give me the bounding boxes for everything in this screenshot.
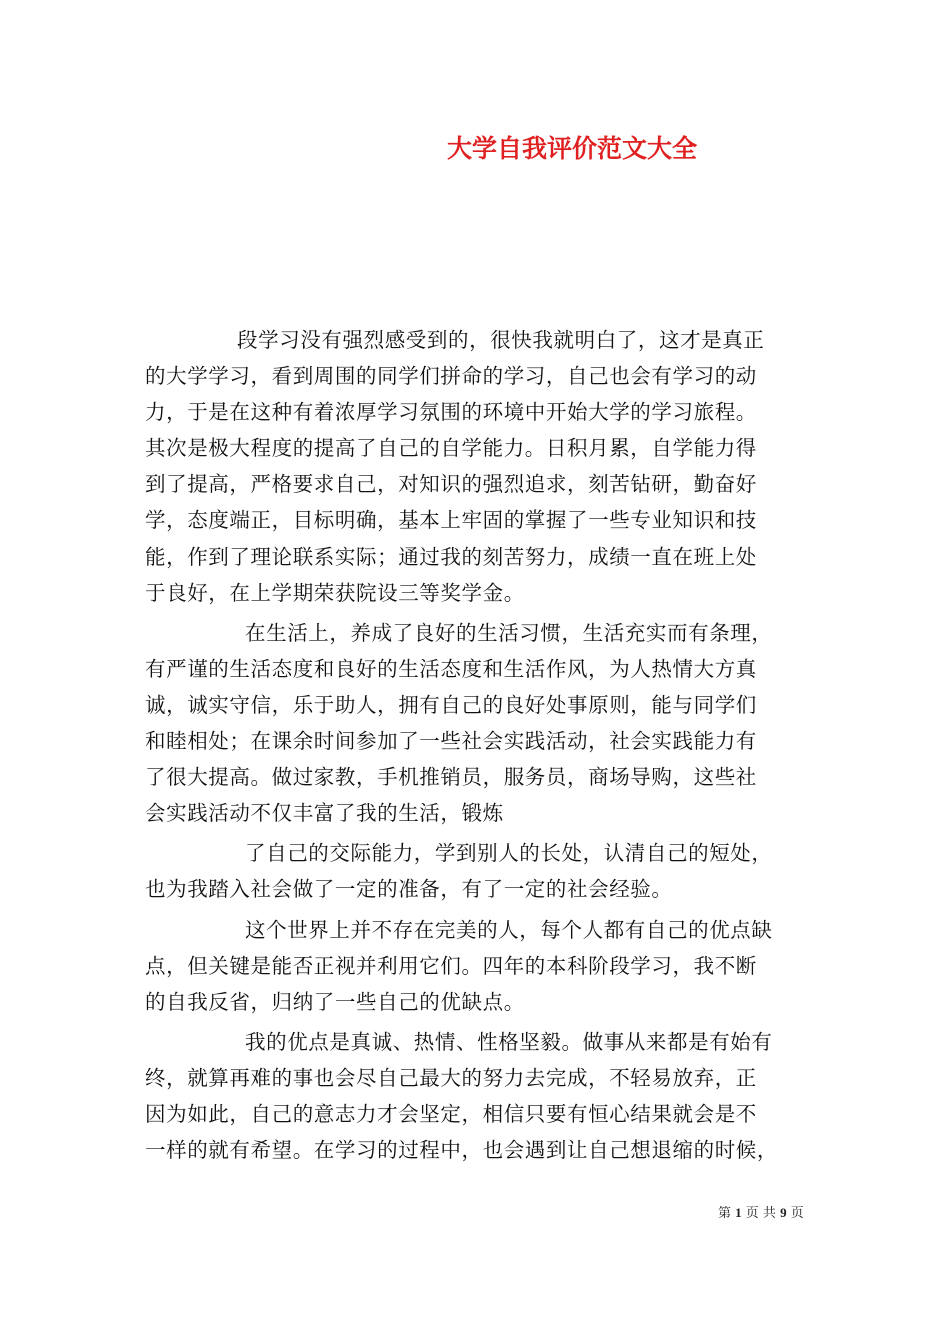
text-line: 一样的就有希望。在学习的过程中，也会遇到让自己想退缩的时候， <box>145 1138 778 1163</box>
text-line: 其次是极大程度的提高了自己的自学能力。日积月累，自学能力得 <box>145 436 757 461</box>
text-line: 学，态度端正，目标明确，基本上牢固的掌握了一些专业知识和技 <box>145 508 757 533</box>
text-line: 于良好，在上学期荣获院设三等奖学金。 <box>145 580 525 605</box>
paragraph <box>145 1024 817 1168</box>
footer-page-current: 1 <box>735 1205 742 1220</box>
text-line: 因为如此，自己的意志力才会坚定，相信只要有恒心结果就会是不 <box>145 1101 757 1126</box>
footer-page-total: 9 <box>780 1205 787 1220</box>
text-line: 这个世界上并不存在完美的人，每个人都有自己的优点缺 <box>245 917 773 942</box>
text-line: 的自我反省，归纳了一些自己的优缺点。 <box>145 989 525 1014</box>
footer-label: 页 共 <box>745 1206 776 1221</box>
document-title: 大学自我评价范文大全 <box>447 134 698 163</box>
text-line: 也为我踏入社会做了一定的准备，有了一定的社会经验。 <box>145 877 673 902</box>
text-line: 和睦相处；在课余时间参加了一些社会实践活动，社会实践能力有 <box>145 729 757 754</box>
text-line: 了自己的交际能力，学到别人的长处，认清自己的短处， <box>245 841 773 866</box>
text-line: 能，作到了理论联系实际；通过我的刻苦努力，成绩一直在班上处 <box>145 544 757 569</box>
text-line: 点，但关键是能否正视并利用它们。四年的本科阶段学习，我不断 <box>145 953 757 978</box>
text-line: 力，于是在这种有着浓厚学习氛围的环境中开始大学的学习旅程。 <box>145 400 757 425</box>
footer-label: 第 <box>718 1206 732 1221</box>
text-line: 诚，诚实守信，乐于助人，拥有自己的良好处事原则，能与同学们 <box>145 692 757 717</box>
text-line: 我的优点是真诚、热情、性格坚毅。做事从来都是有始有 <box>245 1029 773 1054</box>
text-line: 会实践活动不仅丰富了我的生活，锻炼 <box>145 801 504 826</box>
paragraph <box>145 615 817 832</box>
paragraph <box>145 322 817 611</box>
text-line: 段学习没有强烈感受到的，很快我就明白了，这才是真正 <box>237 328 765 352</box>
footer-label: 页 <box>790 1206 804 1221</box>
text-line: 了很大提高。做过家教，手机推销员，服务员，商场导购，这些社 <box>145 765 757 790</box>
text-line: 的大学学习，看到周围的同学们拼命的学习，自己也会有学习的动 <box>145 364 757 389</box>
text-line: 终，就算再难的事也会尽自己最大的努力去完成，不轻易放弃，正 <box>145 1065 757 1090</box>
text-line: 在生活上，养成了良好的生活习惯，生活充实而有条理， <box>245 620 773 645</box>
text-line: 有严谨的生活态度和良好的生活态度和生活作风，为人热情大方真 <box>145 656 757 681</box>
paragraph <box>145 912 817 1020</box>
text-line: 到了提高，严格要求自己，对知识的强烈追求，刻苦钻研，勤奋好 <box>145 472 757 497</box>
document-body <box>145 322 817 1168</box>
paragraph <box>145 835 817 907</box>
page-number-footer <box>718 1204 804 1223</box>
